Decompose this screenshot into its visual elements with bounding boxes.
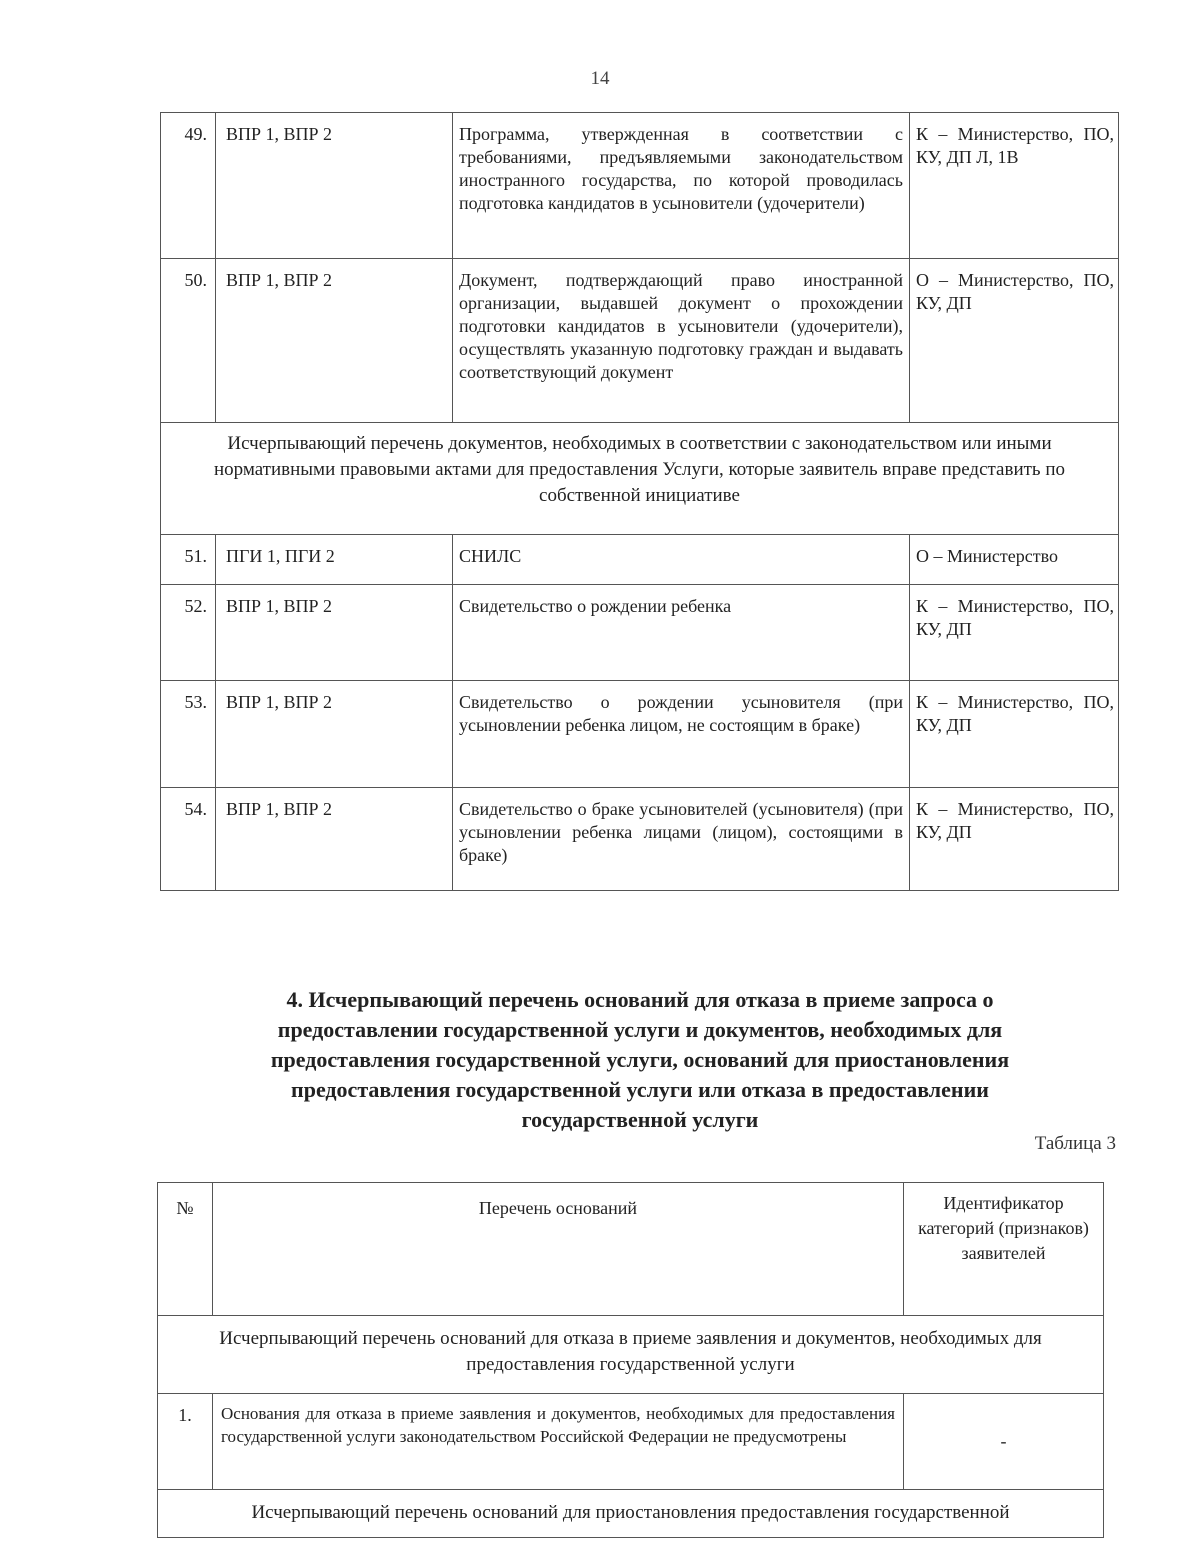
row-number: 1. [158, 1394, 213, 1490]
row-number: 52. [161, 585, 216, 681]
section-heading: Исчерпывающий перечень документов, необходимых в соответствии с законодательством или иными нормативными правовыми актами для предоставления Услуги, которые заявитель вправе представить по собственной инициативе [161, 423, 1119, 535]
row-identifier: К – Министерство, ПО, КУ, ДП [910, 788, 1119, 891]
row-number: 49. [161, 113, 216, 259]
row-identifier: К – Министерство, ПО, КУ, ДП [910, 681, 1119, 788]
row-document: Программа, утвержденная в соответствии с требованиями, предъявляемыми законодательством иностранного государства, по которой проводилась подготовка кандидатов в усыновители (удочерители) [453, 113, 910, 259]
heading-line: 4. Исчерпывающий перечень оснований для отказа в приеме запроса о [286, 987, 994, 1012]
row-document: Свидетельство о рождении усыновителя (при усыновлении ребенка лицом, не состоящим в браке) [453, 681, 910, 788]
section-heading: Исчерпывающий перечень оснований для приостановления предоставления государственной [158, 1490, 1104, 1538]
row-document: Документ, подтверждающий право иностранной организации, выдавшей документ о прохождении подготовки кандидатов в усыновители (удочерители), осуществлять указанную подготовку граждан и выдавать соответствующий документ [453, 259, 910, 423]
table-row [161, 259, 1119, 423]
header-number: № [158, 1183, 213, 1316]
row-identifier: К – Министерство, ПО, КУ, ДП [910, 585, 1119, 681]
table-label: Таблица 3 [1034, 1133, 1116, 1154]
header-list: Перечень оснований [213, 1183, 904, 1316]
table-row [161, 681, 1119, 788]
row-text: Основания для отказа в приеме заявления и документов, необходимых для предоставления государственной услуги законодательством Российской Федерации не предусмотрены [213, 1394, 904, 1490]
heading-line: предоставлении государственной услуги и документов, необходимых для [277, 1017, 1003, 1042]
heading-line: государственной услуги [521, 1107, 759, 1132]
row-categories: ВПР 1, ВПР 2 [216, 259, 453, 423]
grounds-table [157, 1182, 1104, 1538]
row-categories: ВПР 1, ВПР 2 [216, 681, 453, 788]
row-categories: ВПР 1, ВПР 2 [216, 585, 453, 681]
row-number: 51. [161, 535, 216, 585]
row-number: 53. [161, 681, 216, 788]
section-row [158, 1490, 1104, 1538]
page-number: 14 [590, 68, 610, 89]
table-header-row [158, 1183, 1104, 1316]
row-categories: ПГИ 1, ПГИ 2 [216, 535, 453, 585]
row-identifier: О – Министерство, ПО, КУ, ДП [910, 259, 1119, 423]
section-row [158, 1316, 1104, 1394]
section-row [161, 423, 1119, 535]
row-identifier: К – Министерство, ПО, КУ, ДП Л, 1В [910, 113, 1119, 259]
row-document: Свидетельство о браке усыновителей (усыновителя) (при усыновлении ребенка лицами (лицом), состоящими в браке) [453, 788, 910, 891]
table-row [161, 585, 1119, 681]
table-row [158, 1394, 1104, 1490]
table-row [161, 113, 1119, 259]
header-identifier: Идентификатор категорий (признаков) заявителей [904, 1183, 1104, 1316]
row-number: 54. [161, 788, 216, 891]
heading-line: предоставления государственной услуги, оснований для приостановления [270, 1047, 1010, 1072]
heading-line: предоставления государственной услуги или отказа в предоставлении [291, 1077, 989, 1102]
table-row [161, 535, 1119, 585]
row-categories: ВПР 1, ВПР 2 [216, 113, 453, 259]
table-row [161, 788, 1119, 891]
documents-table [160, 112, 1119, 891]
row-identifier: - [904, 1394, 1104, 1490]
section-heading: Исчерпывающий перечень оснований для отказа в приеме заявления и документов, необходимых для предоставления государственной услуги [158, 1316, 1104, 1394]
row-categories: ВПР 1, ВПР 2 [216, 788, 453, 891]
row-document: СНИЛС [453, 535, 910, 585]
row-identifier: О – Министерство [910, 535, 1119, 585]
row-number: 50. [161, 259, 216, 423]
row-document: Свидетельство о рождении ребенка [453, 585, 910, 681]
section-4-heading [180, 985, 1100, 1135]
